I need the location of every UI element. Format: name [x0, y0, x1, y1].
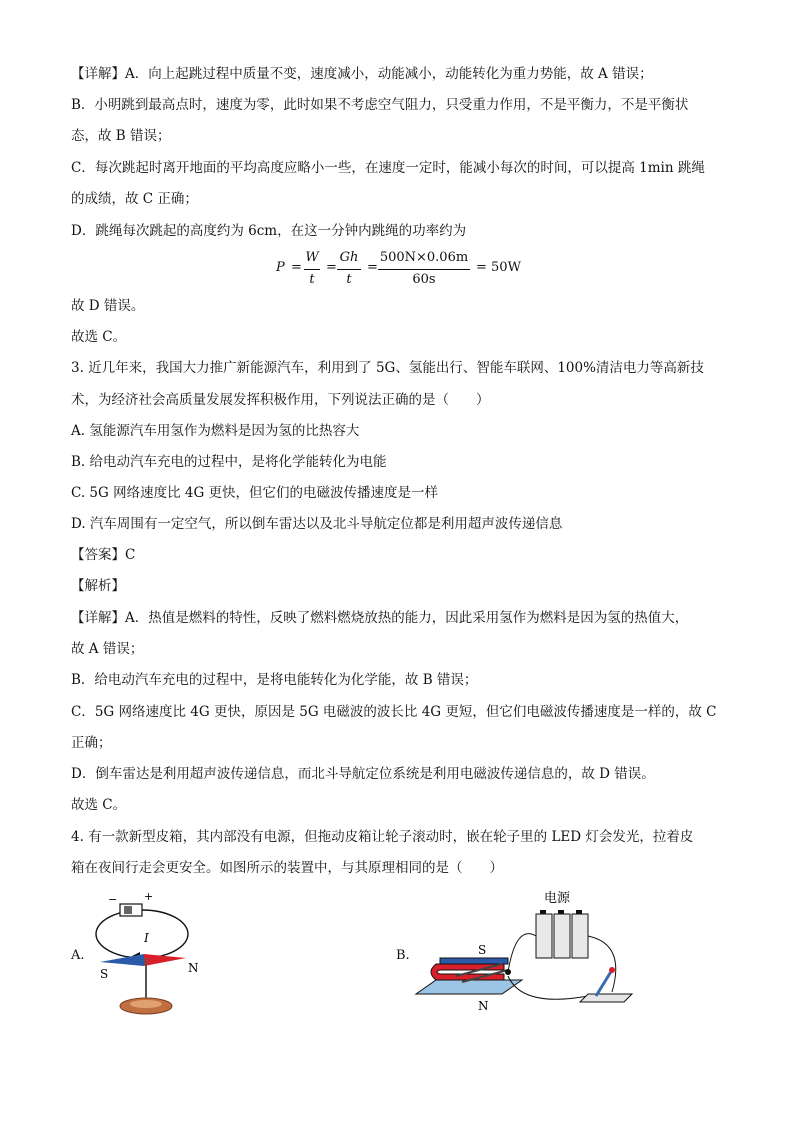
question-3-stem: 3. 近几年来，我国大力推广新能源汽车，利用到了 5G、氢能出行、智能车联网、100%清洁电力等高新技: [71, 360, 704, 376]
text-line: 故 D 错误。: [71, 298, 145, 314]
option-d: D. 汽车周围有一定空气，所以倒车雷达以及北斗导航定位都是利用超声波传递信息: [71, 516, 563, 532]
text-line: 正确；: [71, 735, 112, 751]
formula-denominator: 60s: [412, 272, 436, 287]
formula-equals: =: [326, 260, 337, 275]
formula-gh: Gh: [339, 250, 359, 265]
figure-b-label: B.: [396, 948, 410, 963]
switch-lever-icon[interactable]: [596, 970, 612, 996]
fraction-bar: [304, 269, 320, 270]
text-line: 【详解】A．向上起跳过程中质量不变，速度减小，动能减小，动能转化为重力势能，故 A 错误；: [71, 66, 653, 82]
text-line: 故选 C。: [71, 329, 127, 345]
current-label: I: [144, 931, 149, 945]
pole-s-label: S: [100, 967, 109, 981]
formula-equals: =: [367, 260, 378, 275]
formula-equals: =: [291, 260, 302, 275]
formula-t: t: [346, 272, 352, 287]
power-formula: [270, 248, 530, 294]
base-board: [416, 980, 522, 994]
battery-pack-icon: [536, 910, 588, 958]
text-line: D．跳绳每次跳起的高度约为 6cm，在这一分钟内跳绳的功率约为: [71, 223, 467, 239]
magnet-top: [440, 958, 508, 964]
plus-sign: +: [144, 890, 154, 903]
figure-a-oersted: [88, 888, 218, 1024]
text-line: 态，故 B 错误；: [71, 128, 171, 144]
stand-base-top: [130, 1000, 162, 1008]
text-line: 故 A 错误；: [71, 641, 144, 657]
pole-n-label: N: [188, 961, 199, 975]
formula-t: t: [309, 272, 315, 287]
formula-p: P: [276, 260, 285, 275]
text-line: C．每次跳起时离开地面的平均高度应略小一些，在速度一定时，能减小每次的时间，可以提高 1min 跳绳: [71, 160, 705, 176]
analysis-label: 【解析】: [71, 578, 125, 594]
option-b: B. 给电动汽车充电的过程中，是将化学能转化为电能: [71, 454, 387, 470]
wire-loop: [96, 910, 188, 958]
figure-a-label: A.: [71, 948, 85, 963]
option-a: A. 氢能源汽车用氢作为燃料是因为氢的比热容大: [71, 423, 360, 439]
text-line: D．倒车雷达是利用超声波传递信息，而北斗导航定位系统是利用电磁波传递信息的，故 D 错误。: [71, 766, 655, 782]
question-4-stem: 4. 有一款新型皮箱，其内部没有电源，但拖动皮箱让轮子滚动时，嵌在轮子里的 LED 灯会发光，拉着皮: [71, 829, 694, 845]
switch-base: [580, 994, 632, 1002]
switch-knob: [609, 967, 615, 973]
text-line: C．5G 网络速度比 4G 更快，原因是 5G 电磁波的波长比 4G 更短，但它们电磁波传播速度是一样的，故 C: [71, 704, 717, 720]
wire: [508, 976, 588, 999]
text-line: 【详解】A．热值是燃料的特性，反映了燃料燃烧放热的能力，因此采用氢作为燃料是因为氢的热值大，: [71, 610, 689, 626]
power-source-label: 电源: [544, 891, 571, 906]
battery-body: [124, 906, 132, 914]
fraction-bar: [378, 269, 470, 270]
text-line: 故选 C。: [71, 797, 127, 813]
answer-label: 【答案】C: [71, 547, 136, 563]
formula-result: = 50W: [476, 260, 521, 275]
fraction-bar: [337, 269, 361, 270]
text-line: B．给电动汽车充电的过程中，是将电能转化为化学能，故 B 错误；: [71, 672, 478, 688]
option-c: C. 5G 网络速度比 4G 更快，但它们的电磁波传播速度是一样: [71, 485, 439, 501]
pole-s-label: S: [478, 943, 487, 957]
minus-sign: −: [108, 893, 118, 906]
figure-b-apparatus: [412, 884, 640, 1012]
needle-north: [144, 954, 186, 966]
question-4-stem: 箱在夜间行走会更安全。如图所示的装置中，与其原理相同的是（ ）: [71, 860, 503, 876]
wire: [508, 934, 536, 972]
question-3-stem: 术，为经济社会高质量发展发挥积极作用，下列说法正确的是（ ）: [71, 392, 490, 408]
pole-n-label: N: [478, 999, 489, 1012]
formula-numerator: 500N×0.06m: [379, 250, 469, 265]
formula-w: W: [305, 250, 319, 265]
text-line: B．小明跳到最高点时，速度为零，此时如果不考虑空气阻力，只受重力作用，不是平衡力，不是平衡状: [71, 97, 689, 113]
text-line: 的成绩，故 C 正确；: [71, 191, 198, 207]
